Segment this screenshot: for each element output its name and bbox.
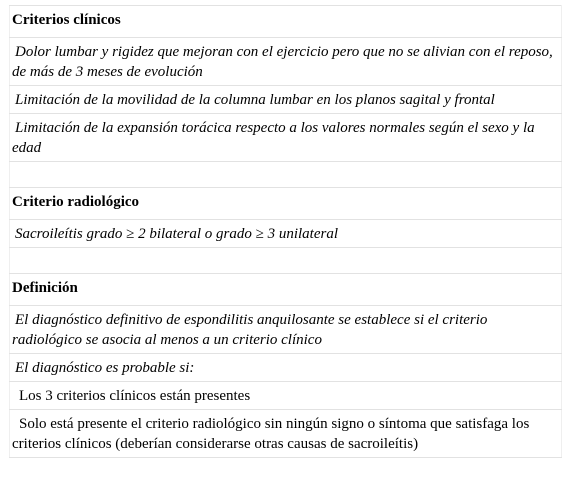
section-heading-radiological: Criterio radiológico: [10, 188, 562, 220]
table-row: [10, 354, 562, 382]
clinical-criterion-1: [10, 38, 562, 86]
table-row: [10, 382, 562, 410]
clinical-criterion-2: [10, 86, 562, 114]
table-row: [10, 306, 562, 354]
empty-cell: [10, 248, 562, 274]
definition-subitem-1-text: Los 3 criterios clínicos están presentes: [19, 388, 251, 404]
table-row: [10, 86, 562, 114]
clinical-criterion-3: [10, 114, 562, 162]
table-row: [10, 114, 562, 162]
table-row: [10, 188, 562, 220]
clinical-criterion-1-text: Dolor lumbar y rigidez que mejoran con el ejercicio pero que no se alivian con el reposo, de más de 3 meses de evolución: [12, 44, 553, 80]
definition-item-1: [10, 306, 562, 354]
definition-item-2-text: El diagnóstico es probable si:: [15, 360, 195, 376]
clinical-criterion-2-text: Limitación de la movilidad de la columna lumbar en los planos sagital y frontal: [15, 92, 495, 108]
table-row: [10, 274, 562, 306]
radiological-criterion-1: [10, 220, 562, 248]
empty-cell: [10, 162, 562, 188]
definition-subitem-2-text: Solo está presente el criterio radiológico sin ningún signo o síntoma que satisfaga los criterios clínicos (deberían considerarse otras causas de sacroileítis): [12, 416, 530, 452]
criteria-table: [9, 5, 562, 458]
definition-item-2: [10, 354, 562, 382]
table-row: [10, 220, 562, 248]
table-row-empty: [10, 248, 562, 274]
definition-subitem-2: [10, 410, 562, 458]
table-row-empty: [10, 162, 562, 188]
table-row: [10, 38, 562, 86]
clinical-criterion-3-text: Limitación de la expansión torácica respecto a los valores normales según el sexo y la edad: [12, 120, 535, 156]
table-row: [10, 6, 562, 38]
definition-item-1-text: El diagnóstico definitivo de espondilitis anquilosante se establece si el criterio radiológico se asocia al menos a un criterio clínico: [12, 312, 488, 348]
radiological-criterion-1-text: Sacroileítis grado ≥ 2 bilateral o grado ≥ 3 unilateral: [15, 226, 338, 242]
section-heading-definition: Definición: [10, 274, 562, 306]
table-row: [10, 410, 562, 458]
section-heading-clinical: Criterios clínicos: [10, 6, 562, 38]
definition-subitem-1: [10, 382, 562, 410]
